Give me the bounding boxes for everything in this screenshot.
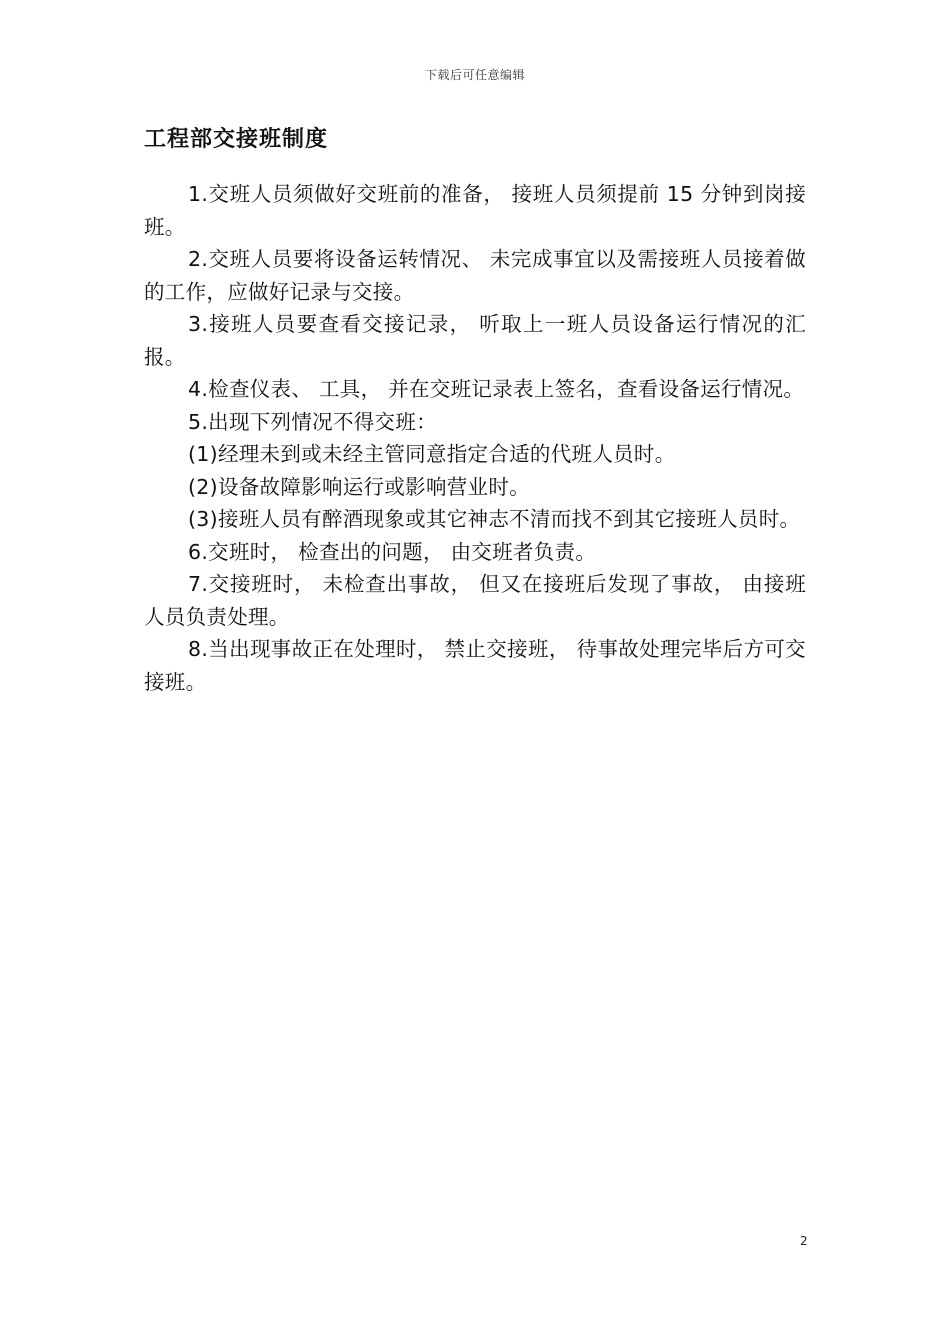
paragraph-5-item-3: (3)接班人员有醉酒现象或其它神志不清而找不到其它接班人员时。: [188, 507, 801, 531]
document-body: [144, 178, 806, 698]
paragraph-4: 4.检查仪表、 工具， 并在交班记录表上签名，查看设备运行情况。: [188, 377, 805, 401]
paragraph-2: 2.交班人员要将设备运转情况、 未完成事宜以及需接班人员接着做的工作，应做好记录与交接。: [144, 247, 806, 304]
paragraph-6: 6.交班时， 检查出的问题， 由交班者负责。: [188, 539, 597, 564]
paragraph-5: 5.出现下列情况不得交班：: [188, 409, 437, 434]
page-number: 2: [800, 1234, 808, 1248]
paragraph-5-item-2: (2)设备故障影响运行或影响营业时。: [188, 474, 530, 499]
paragraph-3: 3.接班人员要查看交接记录， 听取上一班人员设备运行情况的汇报。: [144, 312, 806, 369]
paragraph-7: 7.交接班时， 未检查出事故， 但又在接班后发现了事故， 由接班人员负责处理。: [144, 572, 806, 629]
paragraph-1: 1.交班人员须做好交班前的准备， 接班人员须提前 15 分钟到岗接班。: [144, 182, 806, 239]
document-title: 工程部交接班制度: [144, 127, 329, 152]
header-note: 下载后可任意编辑: [424, 68, 525, 82]
paragraph-8: 8.当出现事故正在处理时， 禁止交接班， 待事故处理完毕后方可交接班。: [144, 637, 806, 694]
paragraph-5-item-1: (1)经理未到或未经主管同意指定合适的代班人员时。: [188, 442, 676, 466]
